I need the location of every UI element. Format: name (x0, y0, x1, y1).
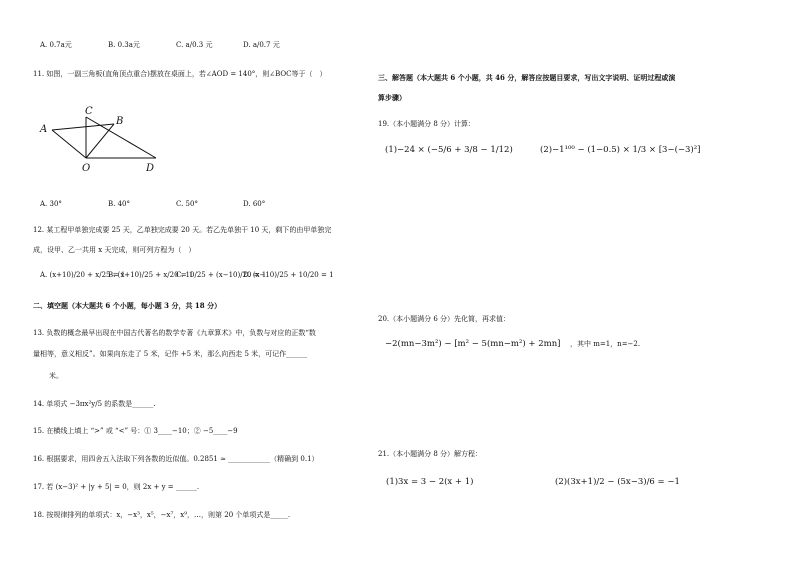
q17-text: 17. 若 (x−3)² + |y + 5| = 0，则 2x + y = ______. (33, 483, 200, 491)
triangle-figure (36, 103, 166, 175)
q12-line2: 成，设甲、乙一共用 x 天完成，则可列方程为（ ） (33, 246, 196, 254)
q11-option-a: A. 30° (40, 200, 62, 208)
section-2-heading: 二、填空题（本大题共 6 个小题，每小题 3 分，共 18 分） (33, 301, 222, 310)
q18-text: 18. 按规律排列的单项式：x，−x³，x⁵，−x⁷，x⁹，…，则第 20 个单项式是_____. (33, 511, 291, 519)
q13-line1: 13. 负数的概念最早出现在中国古代著名的数学专著《九章算术》中，负数与对应的正数“数 (33, 329, 316, 337)
section-3-heading-line2: 算步骤） (378, 93, 406, 102)
q11-option-b: B. 40° (108, 200, 131, 208)
q10-option-c: C. a/0.3 元 (176, 41, 213, 49)
label-b: B (116, 116, 124, 127)
q19-title: 19.（本小题满分 8 分）计算： (378, 120, 476, 128)
q20-condition: ，其中 m=1，n=−2. (570, 340, 641, 348)
q15-text: 15. 在横线上填上 “>” 或 “<” 号：① 3____−10；② −5____−9 (33, 427, 238, 435)
q19-expression-2: (2)−1¹⁰⁰ − (1−0.5) × 1/3 × [3−(−3)²] (540, 145, 701, 155)
q11-text: 11. 如图，一副三角板(直角顶点重合)摆放在桌面上，若∠AOD = 140°，则∠BOC等于（ ） (33, 70, 327, 78)
q20-expression: −2(mn−3m²) − [m² − 5(mn−m²) + 2mn] (385, 339, 561, 349)
q10-option-d: D. a/0.7 元 (243, 41, 280, 49)
q20-title: 20.（本小题满分 6 分）先化简，再求值： (378, 315, 511, 323)
q21-title: 21.（本小题满分 8 分）解方程： (378, 450, 483, 458)
q21-equation-1: (1)3x = 3 − 2(x + 1) (386, 477, 474, 487)
q12-line1: 12. 某工程甲单独完成要 25 天，乙单独完成要 20 天。若乙先单独干 10 天，剩下的由甲单独完 (33, 226, 332, 234)
line-ab (52, 124, 114, 130)
label-c: C (85, 106, 93, 117)
q19-expression-1: (1)−24 × (−5/6 + 3/8 − 1/12) (385, 145, 513, 155)
section-3-heading-line1: 三、解答题（本大题共 6 个小题，共 46 分，解答应按题目要求，写出文字说明、证明过程或演 (378, 73, 676, 82)
label-d: D (146, 163, 155, 174)
q10-option-a: A. 0.7a元 (40, 41, 72, 49)
label-a: A (40, 124, 48, 135)
q10-option-b: B. 0.3a元 (108, 41, 140, 49)
label-o: O (82, 163, 91, 174)
q16-text: 16. 根据要求，用四舍五入法取下列各数的近似值。0.2851 ≈ ____________（精确到 0.1） (33, 455, 319, 463)
line-bo (86, 124, 114, 158)
q13-line3: 米。 (49, 372, 63, 380)
q12-option-a: A. (x+10)/20 + x/25 = 1 (40, 271, 126, 279)
q12-option-c: C. 10/25 + (x−10)/20 = 1 (176, 271, 267, 279)
q11-option-d: D. 60° (243, 200, 266, 208)
line-ao (52, 130, 86, 158)
q21-equation-2: (2)(3x+1)/2 − (5x−3)/6 = −1 (555, 477, 680, 487)
q12-option-d: D. (x−10)/25 + 10/20 = 1 (243, 271, 334, 279)
q14-text: 14. 单项式 −3πx²y/5 的系数是______. (33, 400, 156, 408)
q12-option-b: B. (x+10)/25 + x/20 = 1 (108, 271, 194, 279)
q13-line2: 量相等，意义相反”。如果向东走了 5 米，记作 +5 米，那么向西走 5 米，可记作______ (33, 350, 308, 358)
q11-option-c: C. 50° (176, 200, 198, 208)
